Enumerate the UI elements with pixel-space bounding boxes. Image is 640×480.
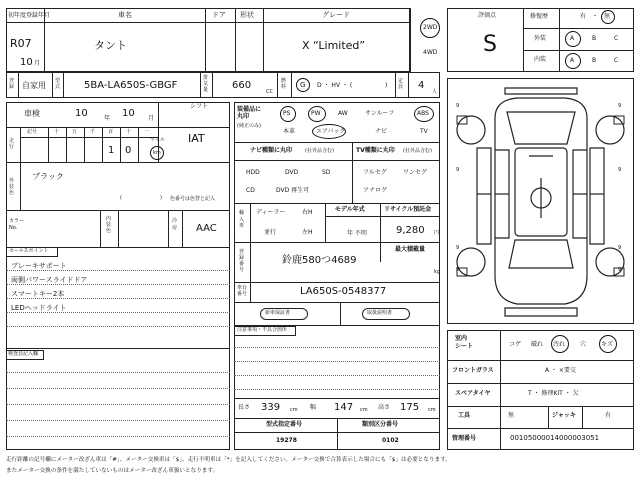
car-diagram <box>447 78 634 324</box>
diagram-mark-6: 9 <box>618 245 622 251</box>
interior-b: B <box>592 57 597 64</box>
tv-oneseg: ワンセグ <box>403 169 428 176</box>
repair-label: 修復歴 <box>530 13 549 20</box>
equip-navi: ナビ <box>375 128 388 135</box>
chassis-label: 車台 番号 <box>237 285 248 297</box>
mileage-memo-label: 記号 <box>27 129 38 135</box>
score-value: S <box>483 32 497 57</box>
warranty-stamp-text: 新車保証書 <box>265 310 291 316</box>
mileage-side-label: 走 行 <box>9 138 15 150</box>
tools-label: 工具 <box>458 412 471 419</box>
first-reg-year: R07 <box>10 37 32 50</box>
use-type: 自家用 <box>22 81 46 90</box>
front-glass-value: A ・ ×要交 <box>545 367 576 374</box>
height-label: 高さ <box>378 404 391 411</box>
unit-0: 十 <box>54 129 60 135</box>
interior-a: A <box>570 57 575 64</box>
model-label: 型 式 <box>55 78 61 90</box>
diagram-mark-7: 9 <box>456 267 460 273</box>
score-label: 評価点 <box>478 12 497 19</box>
recycle-label: リサイクル預託金 <box>384 206 432 213</box>
front-glass-label: フロントガラス <box>452 367 494 374</box>
unit-5: 一 <box>144 129 150 135</box>
navi-sd: SD <box>322 169 331 176</box>
import-dealer: ディーラー <box>256 209 286 216</box>
fuel-close: ) <box>385 82 388 89</box>
reg-row <box>6 72 440 98</box>
mile-label: マイル <box>150 137 165 143</box>
sales-point-3: スマートキー2本 <box>11 290 65 298</box>
repair-yes: 有 <box>580 13 587 20</box>
max-load-unit: kg <box>434 269 441 275</box>
color-no-paren: ( <box>120 195 122 201</box>
reg-no-label: 登 録 番 号 <box>239 249 245 273</box>
shift-value: IAT <box>188 132 205 145</box>
shift-label: シフト <box>190 103 209 110</box>
color-value: ブラック <box>32 172 64 181</box>
fuel-rest: D ・ HV ・ ( <box>317 82 353 89</box>
designation-value: 19278 <box>276 437 297 444</box>
inspection-month: 10 <box>122 108 135 119</box>
max-load-label: 最大積載量 <box>395 246 426 253</box>
length-label: 長さ <box>238 404 251 411</box>
equip-pw: PW <box>311 110 321 117</box>
jack-value: 有 <box>605 412 612 419</box>
category-label: 類別区分番号 <box>362 421 399 428</box>
navi-dvd-play: DVD 再生可 <box>276 187 310 194</box>
footer-line-2: またメーター交換の条件を満たしていないものはメーター改ざん車扱いとなります。 <box>6 468 219 474</box>
inspector-notes-label: 検査員記入欄 <box>8 351 39 357</box>
jack-label: ジャッキ <box>552 412 576 419</box>
color-no-label: 色番号は色替と記入 <box>170 196 216 202</box>
seat-tear: 破れ <box>531 341 544 348</box>
height-value: 175 <box>400 402 420 413</box>
shape-label: 形状 <box>240 11 254 19</box>
seat-scratch: キズ <box>601 341 613 348</box>
import-label: 輸 入 車 <box>239 210 245 229</box>
repair-no: 無 <box>604 13 611 20</box>
mgmt-label: 管理番号 <box>452 435 477 442</box>
navi-hdd: HDD <box>246 169 260 176</box>
unit-2: 千 <box>90 129 96 135</box>
color-no-side-label: カラー No. <box>9 218 25 231</box>
sales-point-1: ブレーキサポート <box>11 262 67 270</box>
capacity-unit: 人 <box>432 89 438 95</box>
recycle-unit: 円 <box>434 230 440 236</box>
chassis-value: LA650S-0548377 <box>300 286 387 297</box>
mileage-digit-2: 0 <box>125 145 132 156</box>
unit-4: 十 <box>126 129 132 135</box>
seat-stain: 汚れ <box>553 341 566 348</box>
equip-abs: ABS <box>417 110 429 117</box>
width-unit: cm <box>360 407 368 413</box>
ac-side-label: 冷 房 <box>172 218 178 231</box>
inspection-month-unit: 月 <box>148 115 155 122</box>
seat-label: 室内 シート <box>455 335 474 350</box>
ac-value: AAC <box>196 223 217 234</box>
import-right: 右H <box>302 209 313 216</box>
first-reg-month-unit: 月 <box>34 60 41 67</box>
equipment-title: 装備品に 丸印 <box>237 106 262 121</box>
import-left: 左H <box>302 229 313 236</box>
seat-hole: 穴 <box>580 341 587 348</box>
drive-4wd: 4WD <box>423 49 438 56</box>
drive-2wd: 2WD <box>423 24 438 31</box>
color-no-close: ) <box>160 195 162 201</box>
displacement-value: 660 <box>232 80 252 91</box>
width-value: 147 <box>334 402 354 413</box>
color-side-label: 外 装 色 <box>9 178 15 196</box>
inspection-year-unit: 年 <box>104 115 111 122</box>
fuel-g: G <box>300 81 306 89</box>
exterior-a: A <box>570 35 575 42</box>
equip-aw: AW <box>338 110 348 117</box>
spare-value: T ・ 修理KIT ・ 欠 <box>528 390 579 397</box>
notes-label: 注意事項・不具合箇所 <box>237 327 288 333</box>
inspection-year: 10 <box>75 108 88 119</box>
exterior-b: B <box>592 35 597 42</box>
recycle-value: 9,280 <box>396 225 425 236</box>
equip-airbag: エアバック <box>316 128 346 135</box>
length-unit: cm <box>290 407 298 413</box>
model-year-label: モデル年式 <box>335 206 365 213</box>
diagram-mark-3: 9 <box>456 167 460 173</box>
capacity-label: 定 員 <box>398 78 404 90</box>
navi-title: ナビ種類に丸印 <box>250 147 293 154</box>
spare-label: スペアタイヤ <box>455 390 491 397</box>
width-label: 幅 <box>310 404 317 411</box>
interior-grade-label: 内装 <box>534 56 547 63</box>
reg-no-value: 鈴鹿580つ4689 <box>282 255 357 266</box>
inspection-label: 車検 <box>24 109 40 118</box>
model-year-value: 年 不明 <box>347 230 367 237</box>
diagram-mark-2: 9 <box>618 103 622 109</box>
tv-sub: (社外品含む) <box>403 148 432 154</box>
fuel-label: 燃 料 <box>281 78 287 90</box>
interior-side-label: 内 装 色 <box>106 216 112 234</box>
diagram-mark-8: 9 <box>618 267 622 273</box>
tv-title: TV種類に丸印 <box>356 147 395 154</box>
tv-fullseg: フルセグ <box>363 169 387 176</box>
unit-3: 百 <box>108 129 114 135</box>
navi-cd: CD <box>246 187 255 194</box>
navi-dvd: DVD <box>285 169 299 176</box>
equip-tv: TV <box>420 128 428 135</box>
grade-label: グレード <box>322 11 350 19</box>
height-unit: cm <box>428 407 436 413</box>
footer-line-1: 走行距離の記号欄にメーター改ざん車は「#」、メーター交換車は「$」、走行不明車は「*」を記入してください。メーター交換で合算表示した場合にも「$」は必要となります。 <box>6 457 451 463</box>
sales-point-4: LEDヘッドライト <box>11 304 67 312</box>
grade-value: X “Limited” <box>302 39 366 52</box>
equip-ps: PS <box>283 110 291 117</box>
category-value: 0102 <box>382 437 399 444</box>
km-label: km <box>153 150 161 156</box>
equipment-sub: (純正のみ) <box>237 123 261 129</box>
designation-label: 型式指定番号 <box>266 421 303 428</box>
car-name: タント <box>94 39 127 52</box>
sales-point-2: 両側パワースライドドア <box>11 276 88 284</box>
unit-1: 万 <box>72 129 78 135</box>
interior-c: C <box>614 57 619 64</box>
diagram-mark-5: 9 <box>456 245 460 251</box>
reg-label: 登 録 <box>9 78 15 90</box>
exterior-c: C <box>614 35 619 42</box>
capacity-value: 4 <box>418 80 425 91</box>
door-label: ドア <box>212 11 226 19</box>
tv-analog: アナログ <box>363 187 388 194</box>
disp-label: 排 気 量 <box>203 75 209 93</box>
equip-leather: 本革 <box>283 128 296 135</box>
first-reg-label: 初年度登録年月 <box>8 12 51 19</box>
first-reg-month: 10 <box>20 57 33 68</box>
mileage-digit-1: 1 <box>108 145 115 156</box>
sales-point-label: セールスポイント <box>9 248 49 254</box>
navi-sub: (社外品含む) <box>305 148 334 154</box>
diagram-mark-1: 9 <box>456 103 460 109</box>
diagram-mark-4: 9 <box>618 167 622 173</box>
import-parallel: 並行 <box>264 229 277 236</box>
exterior-label: 外装 <box>534 35 547 42</box>
mgmt-value: 00105000014000003051 <box>510 434 600 442</box>
car-name-label: 車名 <box>118 11 132 19</box>
equip-sunroof: サンルーフ <box>365 110 395 117</box>
tools-value: 無 <box>508 412 515 419</box>
model-value: 5BA-LA650S-GBGF <box>84 80 178 91</box>
manual-stamp-text: 取扱説明書 <box>367 310 393 316</box>
repair-sep: ・ <box>592 13 599 20</box>
length-value: 339 <box>261 402 281 413</box>
seat-kogé: コゲ <box>509 341 522 348</box>
cc-unit: CC <box>266 89 273 95</box>
